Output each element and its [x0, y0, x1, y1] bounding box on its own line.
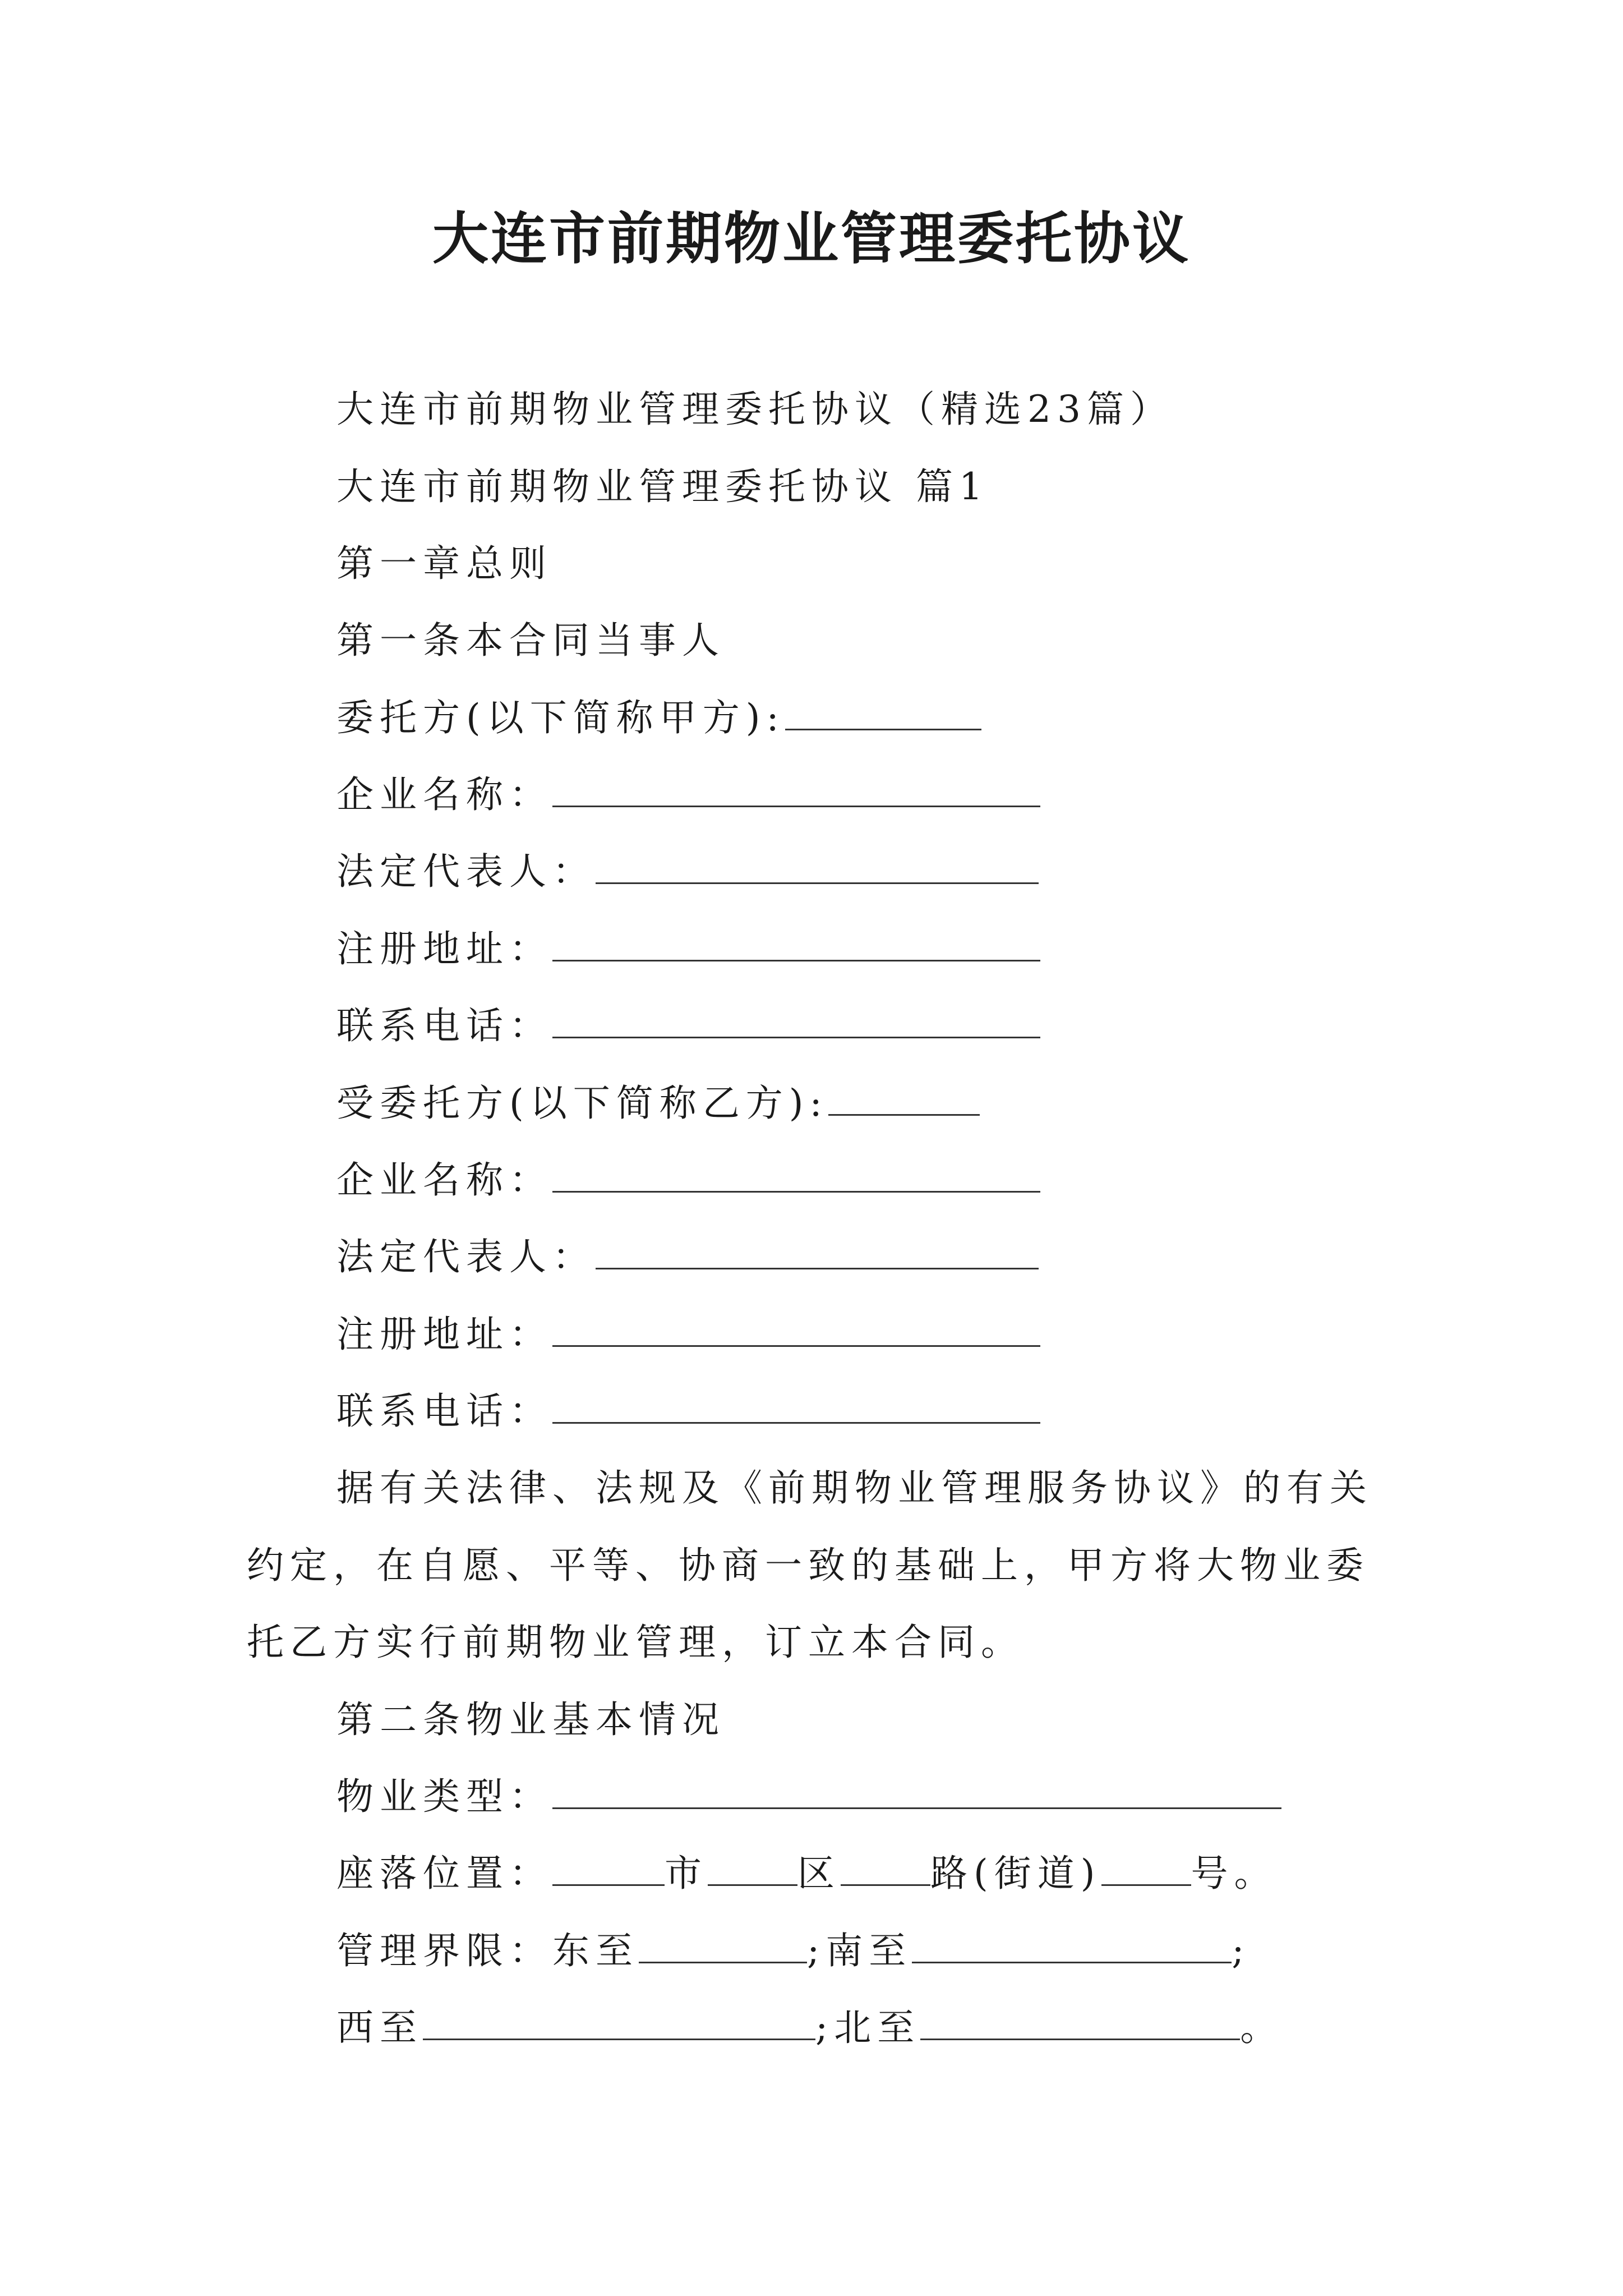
- document-title: 大连市前期物业管理委托协议: [432, 205, 1191, 272]
- boundary-east-label: 管理界限：东至: [336, 1929, 639, 1972]
- property-type-label: 物业类型：: [336, 1775, 552, 1818]
- party-b-address-label: 注册地址：: [336, 1313, 552, 1356]
- party-b-company-line: [336, 1152, 1040, 1208]
- boundary-end-2: 。: [1240, 2006, 1284, 2049]
- party-b-address-line: [336, 1306, 1040, 1363]
- city-label: 市: [665, 1852, 708, 1895]
- south-blank: [912, 1926, 1232, 1963]
- party-a-line: [336, 690, 981, 746]
- location-line: [336, 1846, 1278, 1902]
- party-b-phone-label: 联系电话：: [336, 1389, 552, 1433]
- party-b-rep-blank: [596, 1232, 1039, 1269]
- west-blank: [423, 2003, 815, 2040]
- party-a-rep-label: 法定代表人：: [336, 850, 596, 893]
- east-blank: [639, 1926, 807, 1963]
- property-type-blank: [552, 1772, 1281, 1809]
- road-blank: [841, 1848, 930, 1886]
- number-label: 号。: [1191, 1852, 1278, 1895]
- boundary-end-1: ;: [1232, 1929, 1251, 1972]
- city-blank: [552, 1848, 665, 1886]
- boundary-west-label: 西至: [336, 2006, 423, 2049]
- boundary-south-label: ;南至: [807, 1929, 912, 1972]
- boundary-north-label: ;北至: [815, 2006, 921, 2049]
- boundary-line-2: [336, 2000, 1283, 2056]
- district-blank: [708, 1848, 797, 1886]
- section-heading: 大连市前期物业管理委托协议 篇1: [336, 465, 989, 508]
- article-1-heading: 第一条本合同当事人: [336, 619, 725, 662]
- article-2-heading: 第二条物业基本情况: [336, 1698, 725, 1741]
- boundary-line-1: [336, 1923, 1251, 1979]
- party-b-rep-line: [336, 1229, 1039, 1285]
- party-b-company-blank: [552, 1155, 1040, 1193]
- party-a-address-label: 注册地址：: [336, 927, 552, 970]
- party-b-blank: [828, 1078, 980, 1116]
- party-b-address-blank: [552, 1309, 1040, 1347]
- party-a-blank: [785, 693, 981, 730]
- party-a-company-blank: [552, 770, 1040, 807]
- preamble-line-1: 据有关法律、法规及《前期物业管理服务协议》的有关: [336, 1466, 1373, 1510]
- chapter-heading: 第一章总则: [336, 542, 552, 585]
- party-a-rep-blank: [596, 846, 1039, 884]
- party-b-phone-line: [336, 1383, 1040, 1439]
- party-a-phone-line: [336, 998, 1040, 1054]
- party-a-address-line: [336, 921, 1040, 977]
- property-type-line: [336, 1769, 1281, 1825]
- preamble-line-2: 约定，在自愿、平等、协商一致的基础上，甲方将大物业委: [247, 1544, 1370, 1587]
- number-blank: [1101, 1848, 1191, 1886]
- north-blank: [920, 2003, 1240, 2040]
- district-label: 区: [797, 1852, 841, 1895]
- subtitle: 大连市前期物业管理委托协议（精选23篇）: [336, 388, 1173, 431]
- location-label: 座落位置：: [336, 1852, 552, 1895]
- party-a-label: 委托方(以下简称甲方):: [336, 696, 785, 739]
- party-a-address-blank: [552, 924, 1040, 961]
- party-b-line: [336, 1075, 980, 1131]
- party-a-phone-blank: [552, 1001, 1040, 1038]
- road-label: 路(街道): [930, 1852, 1101, 1895]
- preamble-line-3: 托乙方实行前期物业管理，订立本合同。: [247, 1621, 1024, 1664]
- party-b-company-label: 企业名称：: [336, 1158, 552, 1202]
- party-b-rep-label: 法定代表人：: [336, 1235, 596, 1278]
- party-a-company-line: [336, 767, 1040, 823]
- party-b-phone-blank: [552, 1386, 1040, 1424]
- party-a-rep-line: [336, 844, 1039, 900]
- party-a-company-label: 企业名称：: [336, 773, 552, 816]
- party-b-label: 受委托方(以下简称乙方):: [336, 1082, 828, 1125]
- party-a-phone-label: 联系电话：: [336, 1004, 552, 1047]
